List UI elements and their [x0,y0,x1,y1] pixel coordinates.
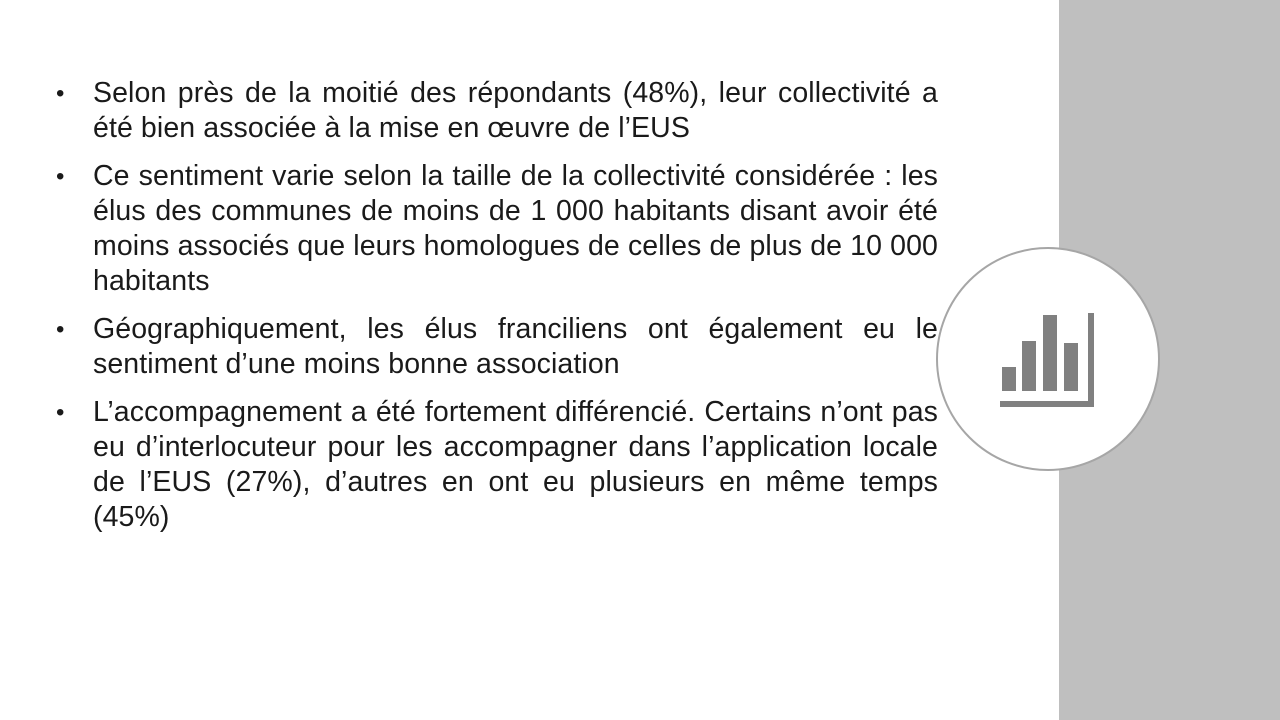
bullet-icon: • [56,316,65,343]
bullet-text: Géographiquement, les élus franciliens ont également eu le sentiment d’une moins bonne association [93,313,938,380]
bullet-list [56,76,938,548]
axis-vertical [1088,313,1094,407]
bar-chart-icon [938,249,1158,469]
icon-circle [936,247,1160,471]
bar-1 [1002,367,1016,391]
axis-horizontal [1000,401,1094,407]
bar-3 [1043,315,1057,391]
bullet-text: L’accompagnement a été fortement différencié. Certains n’ont pas eu d’interlocuteur pour les accompagner dans l’application locale de l’EUS (27%), d’autres en ont eu plusieurs en même temps (45%) [93,396,938,533]
bullet-icon: • [56,80,65,107]
bullet-text: Ce sentiment varie selon la taille de la collectivité considérée : les élus des communes de moins de 1 000 habitants disant avoir été moins associés que leurs homologues de celles de plus de 10 000 habitants [93,160,938,297]
bar-2 [1022,341,1036,391]
bullet-text: Selon près de la moitié des répondants (48%), leur collectivité a été bien associée à la mise en œuvre de l’EUS [93,77,938,144]
bullet-item-1 [56,76,938,146]
bar-4 [1064,343,1078,391]
bullet-item-3 [56,312,938,382]
bullet-item-4 [56,395,938,535]
bullet-icon: • [56,163,65,190]
bullet-item-2 [56,159,938,299]
bullet-icon: • [56,399,65,426]
